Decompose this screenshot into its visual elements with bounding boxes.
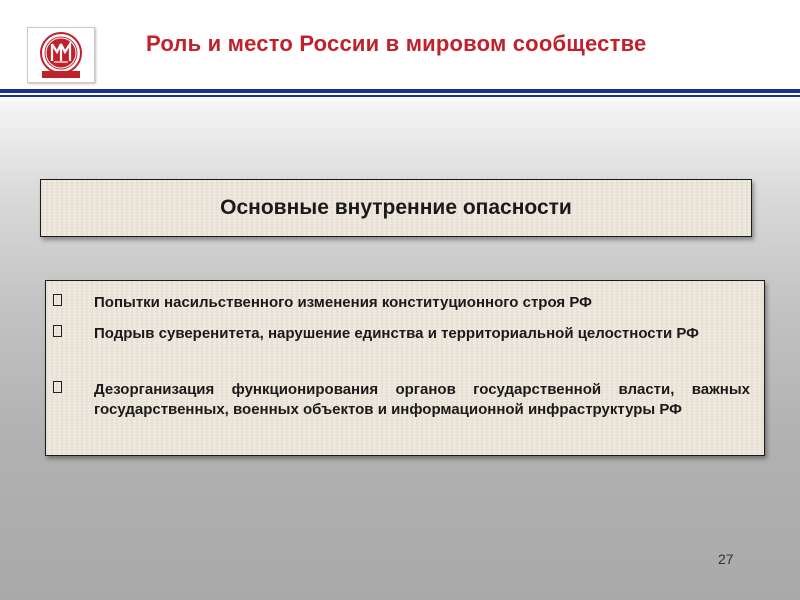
bullet-box-icon — [53, 381, 62, 393]
slide-header — [0, 0, 800, 92]
page-number: 27 — [718, 551, 734, 567]
university-seal-icon — [27, 27, 95, 83]
header-divider-thin — [0, 95, 800, 97]
bullet-box-icon — [53, 325, 62, 337]
heading-panel — [40, 179, 752, 237]
section-heading: Основные внутренние опасности — [220, 196, 572, 219]
dangers-list — [45, 280, 765, 456]
list-item-text: Подрыв суверенитета, нарушение единства и территориальной целостности РФ — [94, 325, 699, 342]
list-item-text: Дезорганизация функционирования органов государственной власти, важных государственных, военных объектов и информационной инфраструктуры РФ — [94, 381, 750, 418]
list-item-text: Попытки насильственного изменения конституционного строя РФ — [94, 294, 592, 311]
slide-title: Роль и место России в мировом сообществе — [146, 31, 647, 56]
header-divider-thick — [0, 89, 800, 93]
bullet-box-icon — [53, 294, 62, 306]
